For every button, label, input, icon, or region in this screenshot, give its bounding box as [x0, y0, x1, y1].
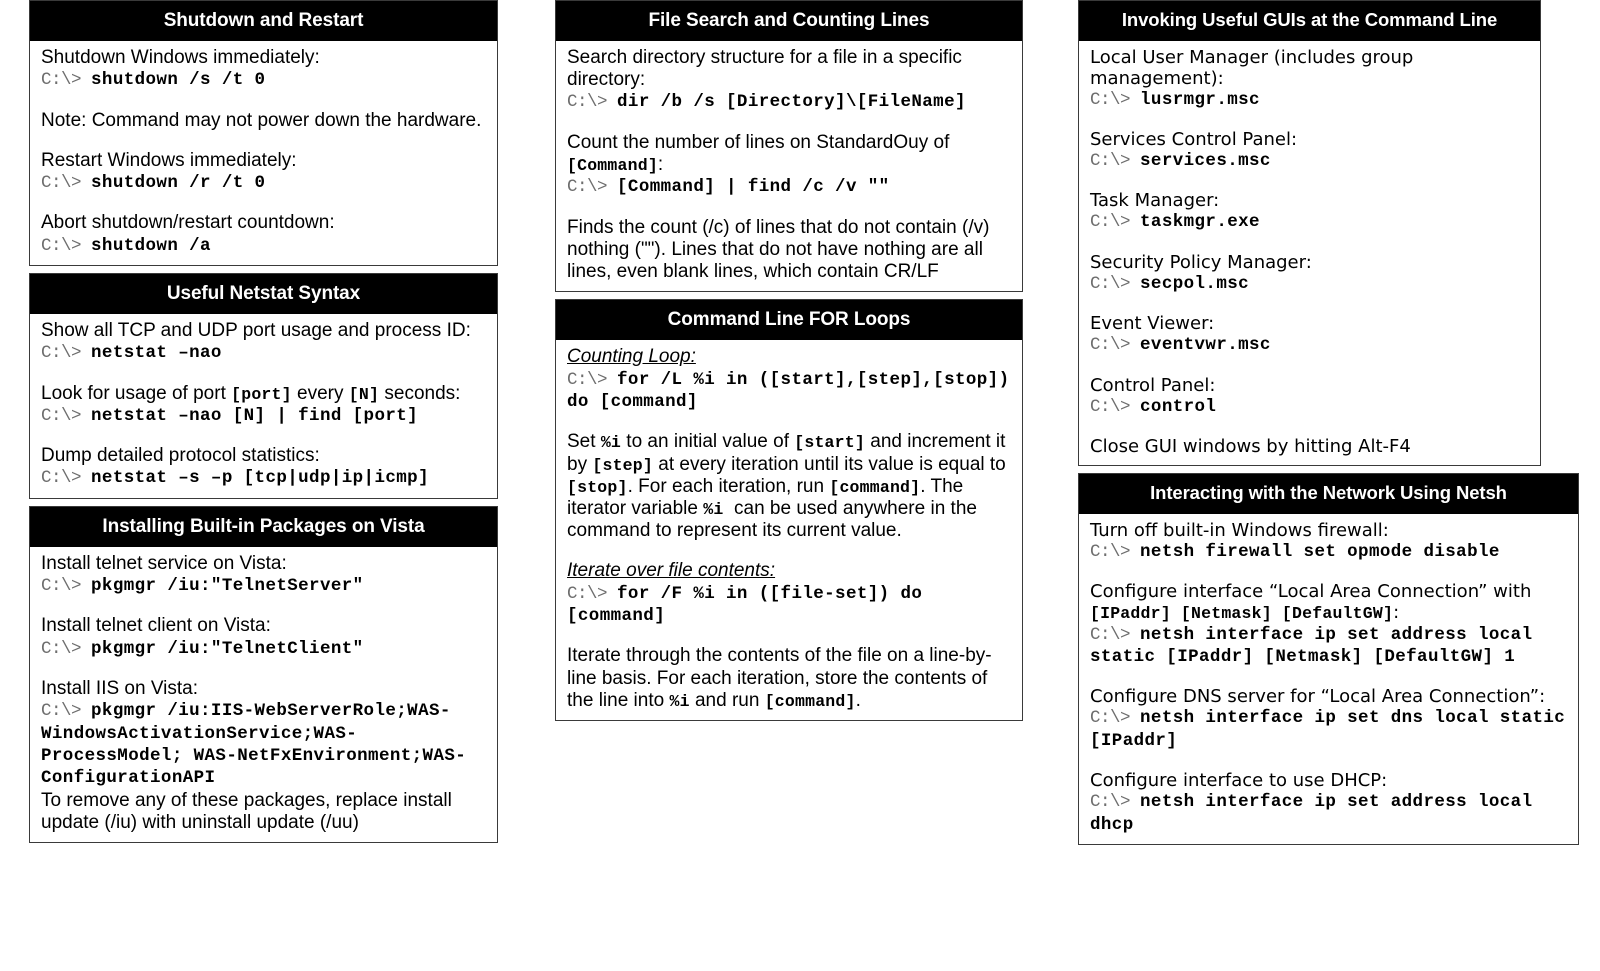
panel-shutdown-and-restart: [29, 0, 498, 266]
description-text: Search directory structure for a file in a specific directory:: [567, 47, 962, 91]
command-line: [1090, 334, 1530, 356]
description-text: Turn off built-in Windows firewall:: [1090, 519, 1389, 541]
description-text: Install IIS on Vista:: [41, 678, 199, 700]
command-text: secpol.msc: [1140, 273, 1250, 294]
command-text: shutdown /s /t 0: [91, 70, 266, 91]
panel-header-installing-built-in-packages-on-vista: Installing Built-in Packages on Vista: [30, 507, 497, 547]
block-spacer: [41, 427, 487, 445]
command-line: [1090, 541, 1568, 563]
description-text: Local User Manager (includes group management):: [1090, 46, 1414, 89]
description-text: Control Panel:: [1090, 374, 1216, 396]
description-text: Set %i to an initial value of [start] and increment it by [step] at every iteration until its value is equal to [stop]. For each iteration, run [command]. The iterator variable %i can be used anywhere in the command to represent its current value.: [567, 431, 1006, 542]
description-text: Security Policy Manager:: [1090, 251, 1312, 273]
description-text: Event Viewer:: [1090, 313, 1215, 335]
column-1: [29, 0, 498, 850]
block-spacer: [1090, 234, 1530, 252]
command-text: shutdown /a: [91, 235, 211, 256]
command-text: [Command] | find /c /v "": [617, 177, 890, 198]
description-text: Finds the count (/c) of lines that do not contain (/v) nothing (""). Lines that do not have nothing are all lines, even blank lines, which contain CR/LF: [567, 216, 990, 283]
block-spacer: [567, 199, 1012, 217]
panel-header-command-line-for-loops: Command Line FOR Loops: [556, 300, 1022, 340]
command-text: for /L %i in ([start],[step],[stop]) do [command]: [567, 369, 1010, 412]
description-text: Task Manager:: [1090, 190, 1220, 212]
command-line: [41, 69, 487, 91]
command-prompt: C:\>: [1090, 212, 1141, 233]
command-line: [567, 91, 1012, 113]
panel-header-shutdown-and-restart: Shutdown and Restart: [30, 1, 497, 41]
description-text: Look for usage of port [port] every [N] seconds:: [41, 382, 461, 404]
command-prompt: C:\>: [1090, 396, 1141, 417]
description-text: Shutdown Windows immediately:: [41, 47, 320, 68]
panel-body: [556, 41, 1022, 291]
block-spacer: [1090, 111, 1530, 129]
command-line: [1090, 89, 1530, 111]
command-text: pkgmgr /iu:"TelnetClient": [91, 638, 364, 659]
command-prompt: C:\>: [41, 173, 92, 194]
block-spacer: [41, 92, 487, 110]
command-text: dir /b /s [Directory]\[FileName]: [617, 92, 966, 113]
panel-body: [30, 547, 497, 842]
command-text: netsh interface ip set dns local static [IPaddr]: [1090, 708, 1566, 751]
block-spacer: [1090, 668, 1568, 686]
command-prompt: C:\>: [41, 405, 92, 426]
command-text: netstat –s –p [tcp|udp|ip|icmp]: [91, 468, 429, 489]
command-prompt: C:\>: [41, 701, 92, 722]
description-text: Dump detailed protocol statistics:: [41, 445, 320, 467]
description-text: Show all TCP and UDP port usage and process ID:: [41, 320, 471, 342]
command-line: [567, 176, 1012, 198]
command-prompt: C:\>: [1090, 151, 1141, 172]
column-3: [1078, 0, 1579, 852]
subsection-heading: Iterate over file contents:: [567, 560, 776, 582]
panel-body: [1079, 514, 1578, 844]
description-text: Abort shutdown/restart countdown:: [41, 212, 335, 234]
block-spacer: [1090, 752, 1568, 770]
command-prompt: C:\>: [1090, 624, 1141, 645]
command-text: for /F %i in ([file-set]) do [command]: [567, 583, 923, 627]
command-text: netstat –nao: [91, 343, 222, 364]
command-prompt: C:\>: [41, 235, 92, 256]
description-text: Configure interface “Local Area Connection” with [IPaddr] [Netmask] [DefaultGW]:: [1090, 581, 1532, 624]
command-line: [41, 638, 487, 660]
command-line: [1090, 396, 1530, 418]
command-text: taskmgr.exe: [1140, 212, 1260, 233]
command-prompt: C:\>: [1090, 273, 1141, 294]
block-spacer: [1090, 418, 1530, 436]
description-text: Close GUI windows by hitting Alt-F4: [1090, 436, 1411, 458]
command-prompt: C:\>: [567, 583, 618, 604]
command-line: [41, 172, 487, 194]
description-text: Configure DNS server for “Local Area Connection”:: [1090, 686, 1546, 708]
command-prompt: C:\>: [41, 576, 92, 597]
command-text: shutdown /r /t 0: [91, 173, 266, 194]
command-text: eventvwr.msc: [1140, 335, 1271, 356]
panel-installing-built-in-packages-on-vista: [29, 506, 498, 843]
subsection-heading: Counting Loop:: [567, 346, 696, 368]
block-spacer: [567, 627, 1012, 645]
panel-interacting-with-the-network-using-netsh: [1078, 473, 1579, 845]
command-line: [1090, 707, 1568, 752]
command-prompt: C:\>: [567, 177, 618, 198]
command-prompt: C:\>: [1090, 708, 1141, 729]
command-line: [41, 405, 487, 427]
panel-body: [30, 314, 497, 498]
description-text: Install telnet client on Vista:: [41, 615, 271, 637]
command-line: [41, 235, 487, 257]
command-line: [41, 700, 487, 790]
description-text: Configure interface to use DHCP:: [1090, 770, 1388, 792]
block-spacer: [41, 597, 487, 615]
block-spacer: [1090, 563, 1568, 581]
command-text: netsh interface ip set address local dhcp: [1090, 792, 1533, 835]
command-text: lusrmgr.msc: [1140, 89, 1260, 110]
panel-file-search-and-counting-lines: [555, 0, 1023, 292]
block-spacer: [1090, 295, 1530, 313]
command-prompt: C:\>: [41, 343, 92, 364]
panel-invoking-useful-guis-at-the-command-line: [1078, 0, 1541, 466]
command-line: [41, 467, 487, 489]
command-line: [1090, 791, 1568, 836]
panel-header-useful-netstat-syntax: Useful Netstat Syntax: [30, 274, 497, 314]
description-text: Count the number of lines on StandardOuy of [Command]:: [567, 131, 950, 176]
description-text: To remove any of these packages, replace install update (/iu) with uninstall update (/uu): [41, 789, 452, 834]
block-spacer: [41, 132, 487, 150]
command-prompt: C:\>: [1090, 792, 1141, 813]
command-line: [1090, 273, 1530, 295]
command-prompt: C:\>: [1090, 89, 1141, 110]
panel-header-interacting-with-the-network-using-netsh: Interacting with the Network Using Netsh: [1079, 474, 1578, 514]
command-line: [41, 575, 487, 597]
command-text: netsh interface ip set address local static [IPaddr] [Netmask] [DefaultGW] 1: [1090, 624, 1533, 667]
panel-useful-netstat-syntax: [29, 273, 498, 499]
command-prompt: C:\>: [1090, 541, 1141, 562]
description-text: Install telnet service on Vista:: [41, 552, 287, 574]
block-spacer: [1090, 172, 1530, 190]
command-text: pkgmgr /iu:"TelnetServer": [91, 576, 364, 597]
block-spacer: [567, 413, 1012, 431]
panel-body: [1079, 41, 1540, 466]
panel-header-invoking-useful-guis-at-the-command-line: Invoking Useful GUIs at the Command Line: [1079, 1, 1540, 41]
block-spacer: [41, 365, 487, 383]
panel-header-file-search-and-counting-lines: File Search and Counting Lines: [556, 1, 1022, 41]
command-line: [567, 583, 1012, 628]
column-2: [555, 0, 1023, 728]
description-text: Note: Command may not power down the hardware.: [41, 109, 482, 131]
command-line: [1090, 211, 1530, 233]
description-text: Services Control Panel:: [1090, 128, 1298, 150]
panel-command-line-for-loops: [555, 299, 1023, 721]
command-line: [1090, 624, 1568, 669]
command-prompt: C:\>: [41, 70, 92, 91]
command-line: [567, 369, 1012, 414]
description-text: Restart Windows immediately:: [41, 149, 297, 171]
block-spacer: [567, 114, 1012, 132]
command-prompt: C:\>: [567, 92, 618, 113]
block-spacer: [41, 194, 487, 212]
command-prompt: C:\>: [41, 638, 92, 659]
command-prompt: C:\>: [1090, 335, 1141, 356]
command-text: pkgmgr /iu:IIS-WebServerRole;WAS-WindowsActivationService;WAS-ProcessModel; WAS-NetFxEnvironment;WAS-ConfigurationAPI: [41, 701, 467, 789]
command-text: control: [1140, 396, 1217, 417]
command-text: netsh firewall set opmode disable: [1140, 541, 1500, 562]
command-line: [41, 342, 487, 364]
command-text: netstat –nao [N] | find [port]: [91, 405, 419, 426]
block-spacer: [1090, 357, 1530, 375]
panel-body: [30, 41, 497, 265]
command-text: services.msc: [1140, 151, 1271, 172]
command-prompt: C:\>: [41, 468, 92, 489]
command-prompt: C:\>: [567, 369, 618, 390]
block-spacer: [567, 542, 1012, 560]
description-text: Iterate through the contents of the file on a line-by-line basis. For each iteration, store the contents of the line into %i and run [command].: [567, 645, 992, 711]
block-spacer: [41, 660, 487, 678]
command-line: [1090, 150, 1530, 172]
panel-body: [556, 340, 1022, 720]
